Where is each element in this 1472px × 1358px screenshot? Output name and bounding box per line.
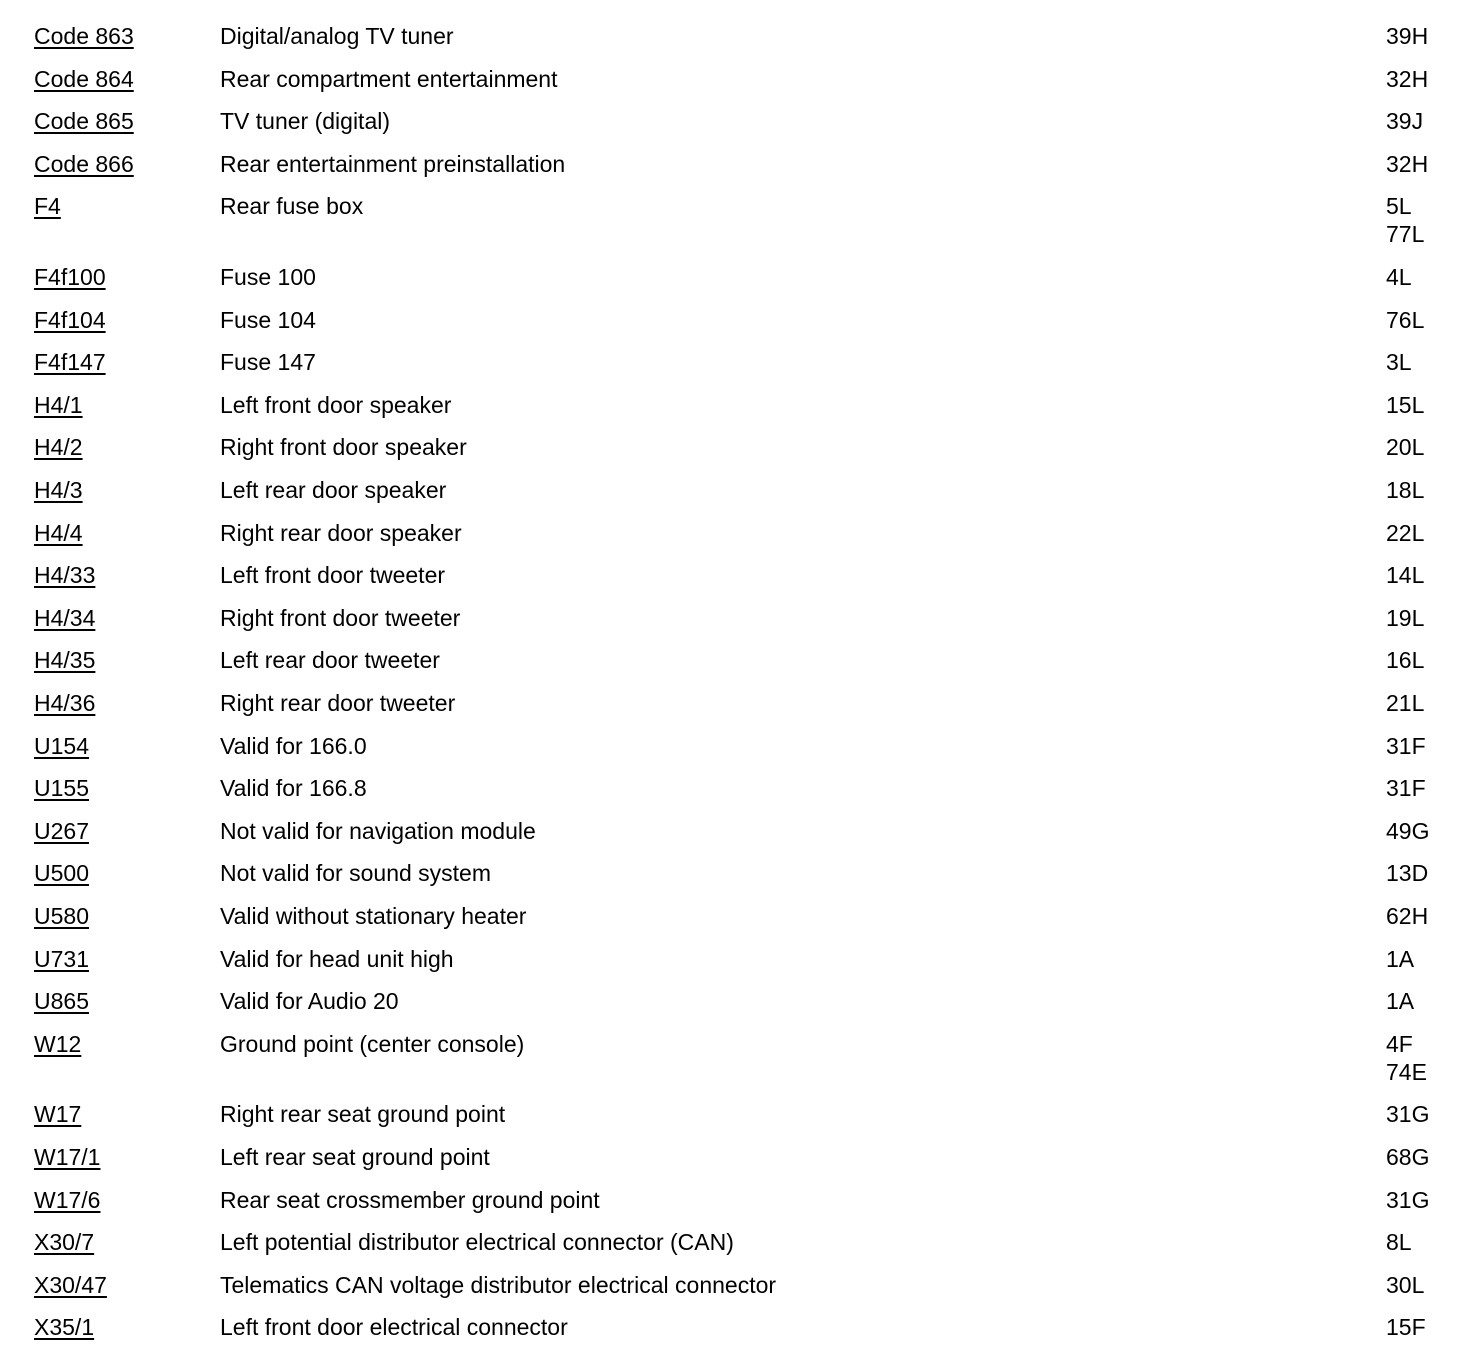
legend-row	[0, 1186, 1472, 1226]
grid-reference: 15L	[1386, 391, 1425, 418]
component-description: Right front door tweeter	[220, 604, 461, 631]
grid-reference: 13D	[1386, 860, 1429, 887]
legend-row	[0, 945, 1472, 985]
component-code-link[interactable]: X30/47	[34, 1271, 107, 1298]
legend-row	[0, 859, 1472, 899]
grid-reference: 39J	[1386, 108, 1424, 135]
component-description: Rear compartment entertainment	[220, 65, 558, 92]
component-code-link[interactable]: H4/33	[34, 562, 96, 589]
grid-reference-list	[1386, 150, 1428, 178]
component-description: Rear fuse box	[220, 193, 364, 220]
legend-row	[0, 150, 1472, 190]
legend-row	[0, 646, 1472, 686]
component-code-link[interactable]: H4/1	[34, 391, 83, 418]
grid-reference: 5L	[1386, 193, 1412, 220]
component-code-link[interactable]: H4/2	[34, 434, 83, 461]
grid-reference-list	[1386, 192, 1424, 248]
legend-row	[0, 1313, 1472, 1353]
component-code-link[interactable]: X35/1	[34, 1314, 95, 1341]
grid-reference-list	[1386, 1030, 1427, 1086]
grid-reference: 21L	[1386, 690, 1425, 716]
legend-row	[0, 1228, 1472, 1268]
grid-reference-list	[1386, 1186, 1429, 1214]
legend-row	[0, 519, 1472, 559]
component-code-link[interactable]: W17/6	[34, 1186, 101, 1213]
grid-reference-list	[1386, 519, 1424, 547]
grid-reference-list	[1386, 732, 1426, 760]
legend-row	[0, 263, 1472, 303]
legend-row	[0, 348, 1472, 388]
grid-reference-list	[1386, 1100, 1429, 1128]
legend-row	[0, 987, 1472, 1027]
legend-row	[0, 1030, 1472, 1092]
legend-row	[0, 1100, 1472, 1140]
legend-row	[0, 561, 1472, 601]
component-code-link[interactable]: U267	[34, 817, 89, 844]
legend-row	[0, 1271, 1472, 1311]
component-code-link[interactable]: U580	[34, 903, 89, 929]
component-description: Not valid for sound system	[220, 860, 492, 887]
component-description: Right front door speaker	[220, 434, 467, 461]
legend-row	[0, 433, 1472, 473]
legend-row	[0, 107, 1472, 147]
grid-reference-list	[1386, 391, 1424, 419]
grid-reference-list	[1386, 348, 1412, 376]
legend-row	[0, 65, 1472, 105]
grid-reference: 32H	[1386, 150, 1429, 177]
legend-row	[0, 689, 1472, 729]
grid-reference: 8L	[1386, 1229, 1412, 1256]
component-code-link[interactable]: U154	[34, 732, 89, 759]
grid-reference: 18L	[1386, 477, 1425, 503]
grid-reference: 31G	[1386, 1186, 1430, 1213]
legend-row	[0, 1143, 1472, 1183]
component-description: Left rear door speaker	[220, 477, 447, 503]
component-code-link[interactable]: H4/34	[34, 604, 96, 631]
component-code-link[interactable]: F4f104	[34, 306, 106, 333]
grid-reference-list	[1386, 65, 1428, 93]
component-description: Telematics CAN voltage distributor electrical connector	[220, 1271, 777, 1298]
component-description: Left potential distributor electrical connector (CAN)	[220, 1229, 734, 1256]
grid-reference: 14L	[1386, 562, 1425, 589]
component-code-link[interactable]: H4/3	[34, 477, 83, 503]
legend-row	[0, 604, 1472, 644]
component-description: Valid for head unit high	[220, 945, 454, 972]
grid-reference: 31G	[1386, 1101, 1430, 1128]
legend-row	[0, 192, 1472, 254]
legend-row	[0, 732, 1472, 772]
grid-reference: 62H	[1386, 903, 1429, 929]
grid-reference: 32H	[1386, 65, 1429, 92]
grid-reference: 15F	[1386, 1314, 1426, 1341]
grid-reference-list	[1386, 1271, 1424, 1299]
component-code-link[interactable]: F4f147	[34, 349, 106, 376]
grid-reference-list	[1386, 646, 1424, 674]
component-description: Right rear door speaker	[220, 519, 462, 546]
grid-reference: 4L	[1386, 264, 1412, 290]
legend-row	[0, 817, 1472, 857]
component-description: Not valid for navigation module	[220, 817, 536, 844]
component-description: Left front door tweeter	[220, 562, 446, 589]
grid-reference-list	[1386, 433, 1424, 461]
component-description: TV tuner (digital)	[220, 108, 391, 135]
component-description: Digital/analog TV tuner	[220, 23, 454, 49]
component-code-link[interactable]: X30/7	[34, 1229, 95, 1256]
grid-reference-list	[1386, 22, 1428, 50]
grid-reference: 20L	[1386, 434, 1425, 461]
grid-reference: 31F	[1386, 775, 1426, 802]
component-code-link[interactable]: W17/1	[34, 1144, 101, 1170]
grid-reference: 68G	[1386, 1144, 1430, 1170]
grid-reference: 1A	[1386, 988, 1415, 1015]
legend-row	[0, 774, 1472, 814]
component-code-link[interactable]: H4/36	[34, 690, 96, 716]
legend-row	[0, 476, 1472, 516]
component-description: Rear entertainment preinstallation	[220, 150, 566, 177]
grid-reference-list	[1386, 306, 1424, 334]
component-description: Fuse 147	[220, 349, 316, 376]
grid-reference-list	[1386, 107, 1423, 135]
grid-reference: 3L	[1386, 349, 1412, 376]
component-description: Right rear seat ground point	[220, 1101, 506, 1128]
component-code-link[interactable]: U731	[34, 945, 89, 972]
grid-reference: 76L	[1386, 306, 1425, 333]
grid-reference: 77L	[1386, 221, 1425, 248]
grid-reference: 39H	[1386, 23, 1429, 49]
component-code-link[interactable]: Code 865	[34, 108, 134, 135]
grid-reference-list	[1386, 604, 1424, 632]
component-description: Valid for 166.8	[220, 775, 367, 802]
legend-row	[0, 902, 1472, 942]
grid-reference-list	[1386, 987, 1414, 1015]
component-code-link[interactable]: W17	[34, 1101, 82, 1128]
grid-reference-list	[1386, 774, 1426, 802]
component-code-link[interactable]: H4/35	[34, 647, 96, 674]
grid-reference: 74E	[1386, 1058, 1427, 1085]
component-description: Right rear door tweeter	[220, 690, 456, 716]
component-code-link[interactable]: W12	[34, 1030, 82, 1057]
grid-reference: 49G	[1386, 817, 1430, 844]
grid-reference: 4F	[1386, 1030, 1413, 1057]
component-code-link[interactable]: Code 863	[34, 23, 134, 49]
grid-reference: 22L	[1386, 519, 1425, 546]
grid-reference-list	[1386, 263, 1412, 291]
grid-reference-list	[1386, 902, 1428, 930]
legend-row	[0, 391, 1472, 431]
legend-row	[0, 22, 1472, 62]
component-code-link[interactable]: F4f100	[34, 264, 106, 290]
grid-reference-list	[1386, 817, 1429, 845]
component-description: Rear seat crossmember ground point	[220, 1186, 600, 1213]
component-description: Fuse 100	[220, 264, 316, 290]
grid-reference: 1A	[1386, 945, 1415, 972]
component-code-link[interactable]: U155	[34, 775, 89, 802]
grid-reference-list	[1386, 859, 1428, 887]
grid-reference-list	[1386, 1143, 1429, 1171]
legend-row	[0, 306, 1472, 346]
component-description: Ground point (center console)	[220, 1030, 525, 1057]
component-code-link[interactable]: Code 866	[34, 150, 134, 177]
component-description: Left front door speaker	[220, 391, 452, 418]
component-description: Valid for Audio 20	[220, 988, 399, 1015]
component-description: Left rear door tweeter	[220, 647, 440, 674]
grid-reference-list	[1386, 476, 1424, 504]
grid-reference-list	[1386, 945, 1414, 973]
grid-reference-list	[1386, 561, 1424, 589]
component-description: Valid without stationary heater	[220, 903, 527, 929]
component-description: Fuse 104	[220, 306, 316, 333]
grid-reference: 19L	[1386, 604, 1425, 631]
component-code-link[interactable]: F4	[34, 193, 61, 220]
component-description: Left front door electrical connector	[220, 1314, 568, 1341]
component-code-link[interactable]: U865	[34, 988, 89, 1015]
component-code-link[interactable]: U500	[34, 860, 89, 887]
component-code-link[interactable]: Code 864	[34, 65, 134, 92]
grid-reference-list	[1386, 1313, 1426, 1341]
grid-reference: 16L	[1386, 647, 1425, 674]
component-code-link[interactable]: H4/4	[34, 519, 83, 546]
grid-reference-list	[1386, 689, 1424, 717]
grid-reference-list	[1386, 1228, 1412, 1256]
grid-reference: 30L	[1386, 1271, 1425, 1298]
component-description: Left rear seat ground point	[220, 1144, 490, 1170]
grid-reference: 31F	[1386, 732, 1426, 759]
component-description: Valid for 166.0	[220, 732, 367, 759]
